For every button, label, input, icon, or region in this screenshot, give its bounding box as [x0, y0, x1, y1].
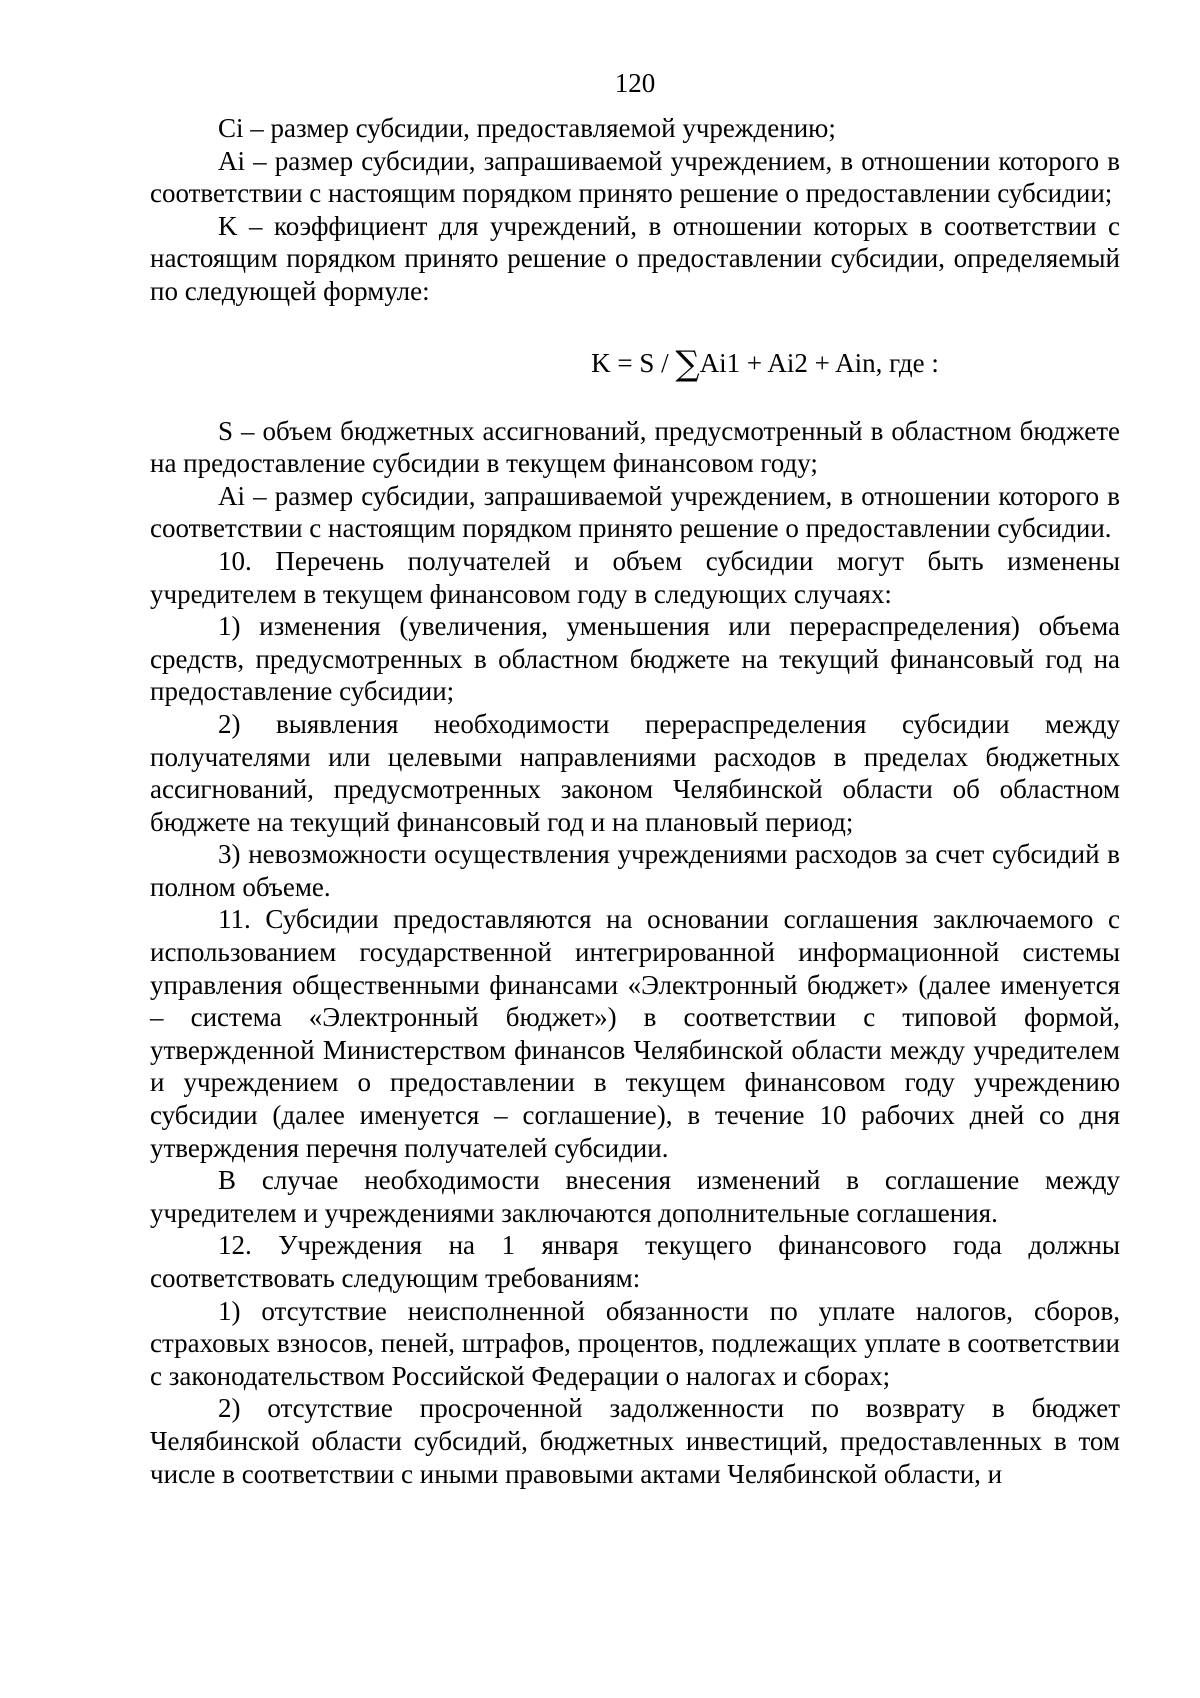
definition-ci: Ci – размер субсидии, предоставляемой учреждению; [218, 113, 836, 143]
formula-right: Ai1 + Ai2 + Ain, где : [699, 347, 939, 378]
paragraph-12: 12. Учреждения на 1 января текущего финансового года должны соответствовать следующим требованиям: [150, 1230, 1120, 1293]
sum-symbol: ∑ [675, 343, 700, 384]
definition-k: K – коэффициент для учреждений, в отношении которых в соответствии с настоящим порядком принято решение о предоставлении субсидии, определяемый по следующей формуле: [150, 210, 1120, 306]
definition-s: S – объем бюджетных ассигнований, предусмотренный в областном бюджете на предоставление субсидии в текущем финансовом году; [150, 415, 1120, 479]
formula-left: K = S / [591, 347, 676, 378]
paragraph-12-item-1: 1) отсутствие неисполненной обязанности по уплате налогов, сборов, страховых взносов, пеней, штрафов, процентов, подлежащих уплате в соответствии с законодательством Российской Федерации о налогах и сборах; [150, 1295, 1120, 1391]
paragraph-12-item-2: 2) отсутствие просроченной задолженности по возврату в бюджет Челябинской области субсидий, бюджетных инвестиций, предоставленных в том числе в соответствии с иными правовыми актами Челябинской области, и [150, 1393, 1120, 1489]
document-body [150, 112, 1120, 1490]
formula [150, 343, 1120, 384]
paragraph-10-item-3: 3) невозможности осуществления учреждениями расходов за счет субсидий в полном объеме. [150, 839, 1120, 902]
paragraph-11: 11. Субсидии предоставляются на основании соглашения заключаемого с использованием государственной интегрированной информационной системы управления общественными финансами «Электронный бюджет» (далее именуется – система «Электронный бюджет») в соответствии с типовой формой, утвержденной Министерством финансов Челябинской области между учредителем и учреждением о предоставлении в текущем финансовом году учреждению субсидии (далее именуется – соглашение), в течение 10 рабочих дней со дня утверждения перечня получателей субсидии. [150, 904, 1120, 1163]
paragraph-11-amendments: В случае необходимости внесения изменений в соглашение между учредителем и учреждениями заключаются дополнительные соглашения. [150, 1165, 1120, 1228]
definition-ai-2: Ai – размер субсидии, запрашиваемой учреждением, в отношении которого в соответствии с настоящим порядком принято решение о предоставлении субсидии. [150, 480, 1120, 544]
paragraph-10-item-2: 2) выявления необходимости перераспределения субсидии между получателями или целевыми направлениями расходов в пределах бюджетных ассигнований, предусмотренных законом Челябинской области об областном бюджете на текущий финансовый год и на плановый период; [150, 708, 1120, 837]
paragraph-10-item-1: 1) изменения (увеличения, уменьшения или перераспределения) объема средств, предусмотренных в областном бюджете на текущий финансовый год на предоставление субсидии; [150, 611, 1120, 707]
page-number: 120 [614, 68, 656, 98]
paragraph-10: 10. Перечень получателей и объем субсидии могут быть изменены учредителем в текущем финансовом году в следующих случаях: [150, 545, 1120, 609]
definition-ai: Ai – размер субсидии, запрашиваемой учреждением, в отношении которого в соответствии с настоящим порядком принято решение о предоставлении субсидии; [150, 145, 1120, 209]
